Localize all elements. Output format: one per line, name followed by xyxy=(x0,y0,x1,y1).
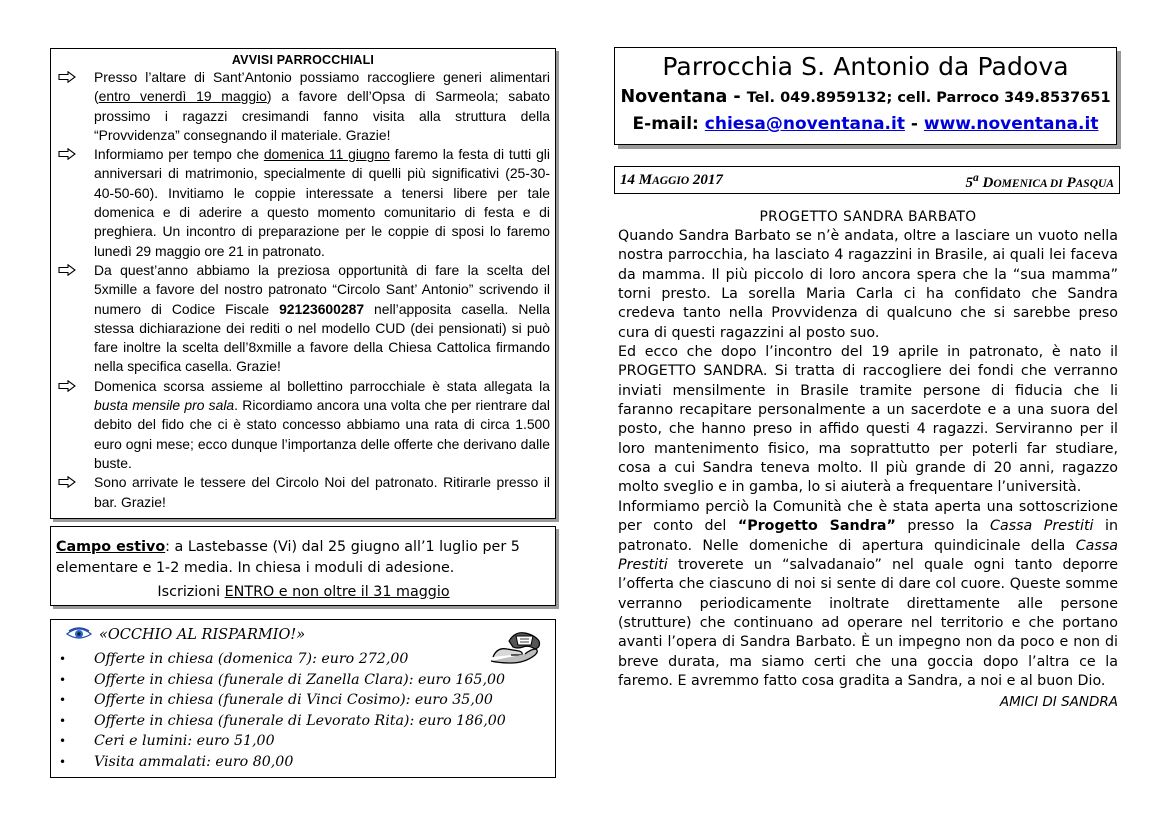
campo-text xyxy=(56,537,551,579)
liturgical-day xyxy=(966,172,1114,192)
arrow-right-icon xyxy=(58,71,76,83)
article-text: Informiamo perciò la Comunità che è stata aperta una sottoscrizione per conto del xyxy=(618,498,1118,535)
day-part: D xyxy=(978,175,994,191)
occhio-title: «OCCHIO AL RISPARMIO!» xyxy=(99,627,306,643)
article-title: PROGETTO SANDRA BARBATO xyxy=(759,209,977,225)
avviso-text: Sono arrivate le tessere del Circolo Noi del patronato. Ritirarle presso il bar. Grazie! xyxy=(94,474,550,510)
article-signature: AMICI DI SANDRA xyxy=(999,694,1118,711)
campo-estivo-box xyxy=(50,526,556,606)
article xyxy=(618,208,1118,710)
day-part: ASQUA xyxy=(1075,178,1114,190)
iscrizioni-deadline: ENTRO e non oltre il 31 maggio xyxy=(224,584,450,600)
day-part: 5 xyxy=(965,175,974,191)
arrow-right-icon xyxy=(58,148,76,160)
article-emphasis: Cassa Prestiti xyxy=(990,518,1094,535)
article-emphasis: Cassa Prestiti xyxy=(618,537,1118,573)
codice-fiscale: 92123600287 xyxy=(279,300,365,317)
avviso-text: Informiamo per tempo che xyxy=(94,146,264,163)
avvisi-box xyxy=(50,48,556,519)
avviso-text: faremo la festa di tutti gli anniversari di matrimonio, specialmente di quelli più significativi (25-30-40-50-60). Invitiamo le coppie interessate a tenersi libere per tale domenica e di aderire a questo momento comunitario di festa e di preghiera. Un incontro di preparazione per le coppie di sposi lo faremo lunedì 29 maggio ore 21 in patronato. xyxy=(94,146,550,259)
date-part: 14 M xyxy=(620,172,653,188)
parish-place: Noventana - xyxy=(620,87,747,107)
campo-iscrizioni xyxy=(56,582,551,603)
iscrizioni-label: Iscrizioni xyxy=(157,584,225,600)
avviso-text: ) a favore dell’Opsa di Sarmeola; sabato prossimo i ragazzi cresimandi fanno visita alla struttura della “Provvidenza” consegnando il materiale. Grazie! xyxy=(94,88,550,143)
occhio-risparmio-box xyxy=(50,619,556,778)
offerta-item: • Ceri e lumini: euro 51,00 xyxy=(57,731,549,752)
masthead-box xyxy=(614,47,1117,145)
avviso-date: domenica 11 giugno xyxy=(263,146,390,163)
avviso-item xyxy=(56,145,550,261)
day-part: OMENICA DI xyxy=(993,178,1063,190)
avviso-item xyxy=(56,473,550,512)
day-part: P xyxy=(1062,175,1076,191)
avviso-text: Presso l’altare di Sant’Antonio possiamo raccogliere generi alimentari ( xyxy=(94,69,550,105)
campo-details: : a Lastebasse (Vi) dal 25 giugno all’1 luglio per 5 elementare e 1-2 media. In chiesa i moduli di adesione. xyxy=(56,539,520,576)
issue-date xyxy=(620,172,723,188)
arrow-right-icon xyxy=(58,380,76,392)
article-paragraph: Quando Sandra Barbato se n’è andata, oltre a lasciare un vuoto nella nostra parrocchia, ha lasciato 4 ragazzini in Brasile, ai quali lei faceva da mamma. Il più piccolo di loro ancora spera che la “sua mamma” torni presto. La sorella Maria Carla ci ha confidato che Sandra credeva tanto nella Provvidenza di qualcuno che si sarebbe preso cura di questi ragazzini al posto suo. xyxy=(618,228,1118,341)
arrow-right-icon xyxy=(58,476,76,488)
avviso-item xyxy=(56,377,550,473)
avvisi-title: AVVISI PARROCCHIALI xyxy=(231,53,375,67)
avviso-text: nell’apposita casella. Nella stessa dichiarazione dei rediti o nel modello CUD (dei pensionati) si può fare inoltre la scelta dell’8xmille a favore della Chiesa Cattolica firmando nella specifica casella. Grazie! xyxy=(94,300,550,375)
avviso-item xyxy=(56,261,550,377)
offerta-item: • Offerte in chiesa (funerale di Vinci Cosimo): euro 35,00 xyxy=(57,690,549,711)
avviso-date: entro venerdì 19 maggio xyxy=(98,88,267,105)
date-part: 2017 xyxy=(689,172,723,188)
date-part: AGGIO xyxy=(652,175,690,187)
parish-contacts xyxy=(615,84,1116,111)
occhio-header xyxy=(57,625,549,647)
avviso-item xyxy=(56,68,550,145)
parish-phone: Tel. 049.8959132; cell. Parroco 349.8537651 xyxy=(746,90,1111,106)
avviso-emphasis: busta mensile pro sala xyxy=(94,397,235,414)
avviso-text: . Ricordiamo ancora una volta che per rientrare dal debito del fido che ci è stato concesso abbiamo una rata di circa 1.500 euro ogni mese; ecco dunque l’importanza delle offerte che derivano dalle buste. xyxy=(94,397,551,471)
article-text: troverete un “salvadanaio” nel quale ogni tanto deporre l’offerta che ciascuno di noi si sente di dare col cuore. Queste somme verranno periodicamente inoltrate direttamente alle persone (strutture) che continuano ad operare nel territorio e che portano avanti l’opera di Sandra Barbato. È un impegno non da poco e non di breve durata, ma siamo certi che una goccia dopo l’altra ce la faremo. E avremmo fatto cosa gradita a Sandra, a noi e al buon Dio. xyxy=(618,556,1118,689)
parish-web xyxy=(615,111,1116,138)
offerta-item: • Offerte in chiesa (funerale di Levorato Rita): euro 186,00 xyxy=(57,711,549,732)
dateline-box xyxy=(614,166,1120,194)
article-text: presso la xyxy=(895,518,991,535)
email-label: E-mail: xyxy=(632,114,705,134)
avviso-text: Da quest’anno abbiamo la preziosa opportunità di fare la scelta del 5xmille a favore del nostro patronato “Circolo Sant’ Antonio” scrivendo il numero di Codice Fiscale xyxy=(94,261,550,317)
offerta-item: • Offerte in chiesa (domenica 7): euro 272,00 xyxy=(57,649,549,670)
article-paragraph xyxy=(618,498,1118,691)
offerta-item: • Visita ammalati: euro 80,00 xyxy=(57,752,549,773)
article-paragraph: Ed ecco che dopo l’incontro del 19 aprile in patronato, è nato il PROGETTO SANDRA. Si tratta di raccogliere dei fondi che verranno inviati mensilmente in Brasile tramite persone di fiducia che li faranno recapitare personalmente a un sacerdote e a una suora del posto, che hanno preso in affido questi 4 ragazzi. Serviranno per il loro mantenimento fisico, ma soprattutto per poterli far studiare, cosa a cui Sandra teneva molto. Il più grande di 20 anni, ragazzo molto sveglio e in gamba, lo si aiuterà a frequentare l’università. xyxy=(618,344,1118,496)
arrow-right-icon xyxy=(58,264,76,276)
email-link[interactable]: chiesa@noventana.it xyxy=(704,114,905,134)
eye-icon xyxy=(66,627,92,641)
avviso-text: Domenica scorsa assieme al bollettino parrocchiale è stata allegata la xyxy=(94,377,550,394)
web-separator: - xyxy=(904,114,924,134)
parish-title: Parrocchia S. Antonio da Padova xyxy=(662,52,1069,81)
offerte-list xyxy=(57,649,549,772)
website-link[interactable]: www.noventana.it xyxy=(923,114,1099,134)
campo-label: Campo estivo xyxy=(56,539,166,555)
article-project-name: “Progetto Sandra” xyxy=(737,518,896,535)
day-part: a xyxy=(973,172,979,184)
offerta-item: • Offerte in chiesa (funerale di Zanella Clara): euro 165,00 xyxy=(57,670,549,691)
article-text: in patronato. Nelle domeniche di apertura quindicinale della xyxy=(618,518,1118,554)
